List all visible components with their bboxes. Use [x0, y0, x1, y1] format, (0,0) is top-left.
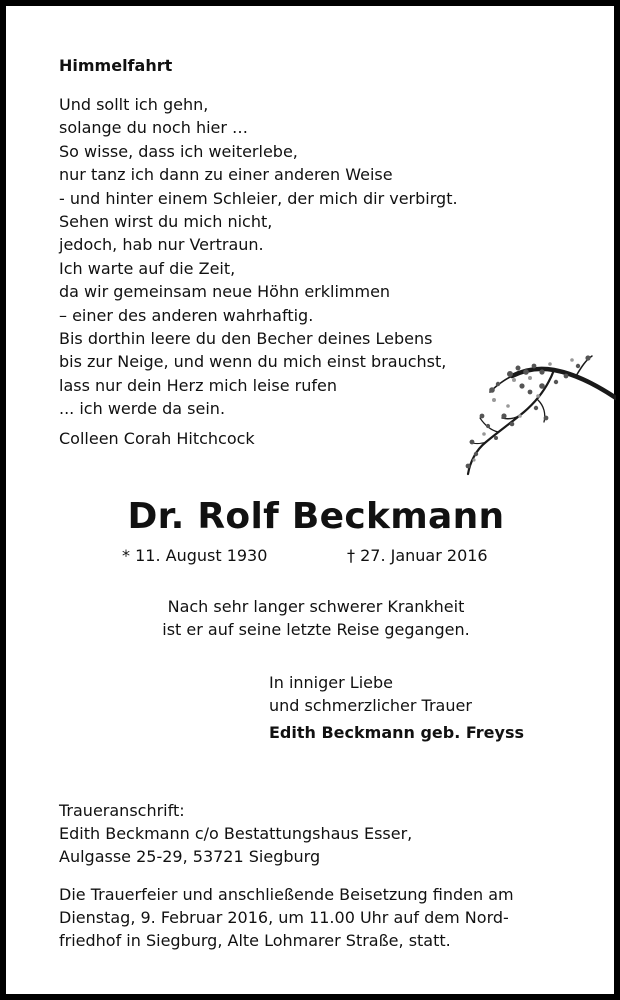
- poem-line: So wisse, dass ich weiterlebe,: [59, 141, 298, 161]
- poem-line: - und hinter einem Schleier, der mich dir verbirgt.: [59, 188, 458, 208]
- blossom-branch-icon: [426, 346, 616, 486]
- signature-line: In inniger Liebe: [269, 673, 393, 692]
- farewell-message: [6, 595, 620, 641]
- ceremony-line: Dienstag, 9. Februar 2016, um 11.00 Uhr auf dem Nord-: [59, 908, 509, 927]
- ceremony-line: friedhof in Siegburg, Alte Lohmarer Straße, statt.: [59, 931, 451, 950]
- farewell-line: ist er auf seine letzte Reise gegangen.: [162, 620, 470, 639]
- poem-line: – einer des anderen wahrhaftig.: [59, 305, 314, 325]
- signature-line: und schmerzlicher Trauer: [269, 696, 472, 715]
- poem-line: nur tanz ich dann zu einer anderen Weise: [59, 165, 393, 185]
- poem-line: Und sollt ich gehn,: [59, 95, 209, 114]
- poem-line: jedoch, hab nur Vertraun.: [59, 235, 264, 255]
- ceremony-notice: [59, 883, 571, 952]
- poem-line: Ich warte auf die Zeit,: [59, 258, 236, 278]
- poem-line: Bis dorthin leere du den Becher deines Lebens: [59, 329, 433, 349]
- mourning-address: [59, 799, 412, 868]
- poem-line: da wir gemeinsam neue Höhn erklimmen: [59, 282, 391, 302]
- poem-line: solange du noch hier …: [59, 118, 249, 138]
- death-date: † 27. Januar 2016: [347, 546, 488, 565]
- poem-line: ... ich werde da sein.: [59, 399, 226, 419]
- poem-line: bis zur Neige, und wenn du mich einst brauchst,: [59, 352, 447, 372]
- deceased-name: Dr. Rolf Beckmann: [127, 496, 505, 537]
- signature-block: [269, 671, 472, 717]
- address-line: Edith Beckmann c/o Bestattungshaus Esser,: [59, 824, 413, 843]
- birth-date: * 11. August 1930: [122, 546, 268, 565]
- poem-author: Colleen Corah Hitchcock: [59, 429, 255, 448]
- address-label: Traueranschrift:: [59, 801, 185, 820]
- ceremony-line: Die Trauerfeier und anschließende Beisetzung finden am: [59, 885, 514, 904]
- family-name: Edith Beckmann geb. Freyss: [269, 723, 524, 742]
- farewell-line: Nach sehr langer schwerer Krankheit: [167, 597, 465, 616]
- poem-line: Sehen wirst du mich nicht,: [59, 212, 273, 232]
- poem-title: Himmelfahrt: [59, 56, 173, 75]
- poem-line: lass nur dein Herz mich leise rufen: [59, 375, 337, 395]
- poem: [59, 93, 458, 421]
- address-line: Aulgasse 25-29, 53721 Siegburg: [59, 847, 321, 866]
